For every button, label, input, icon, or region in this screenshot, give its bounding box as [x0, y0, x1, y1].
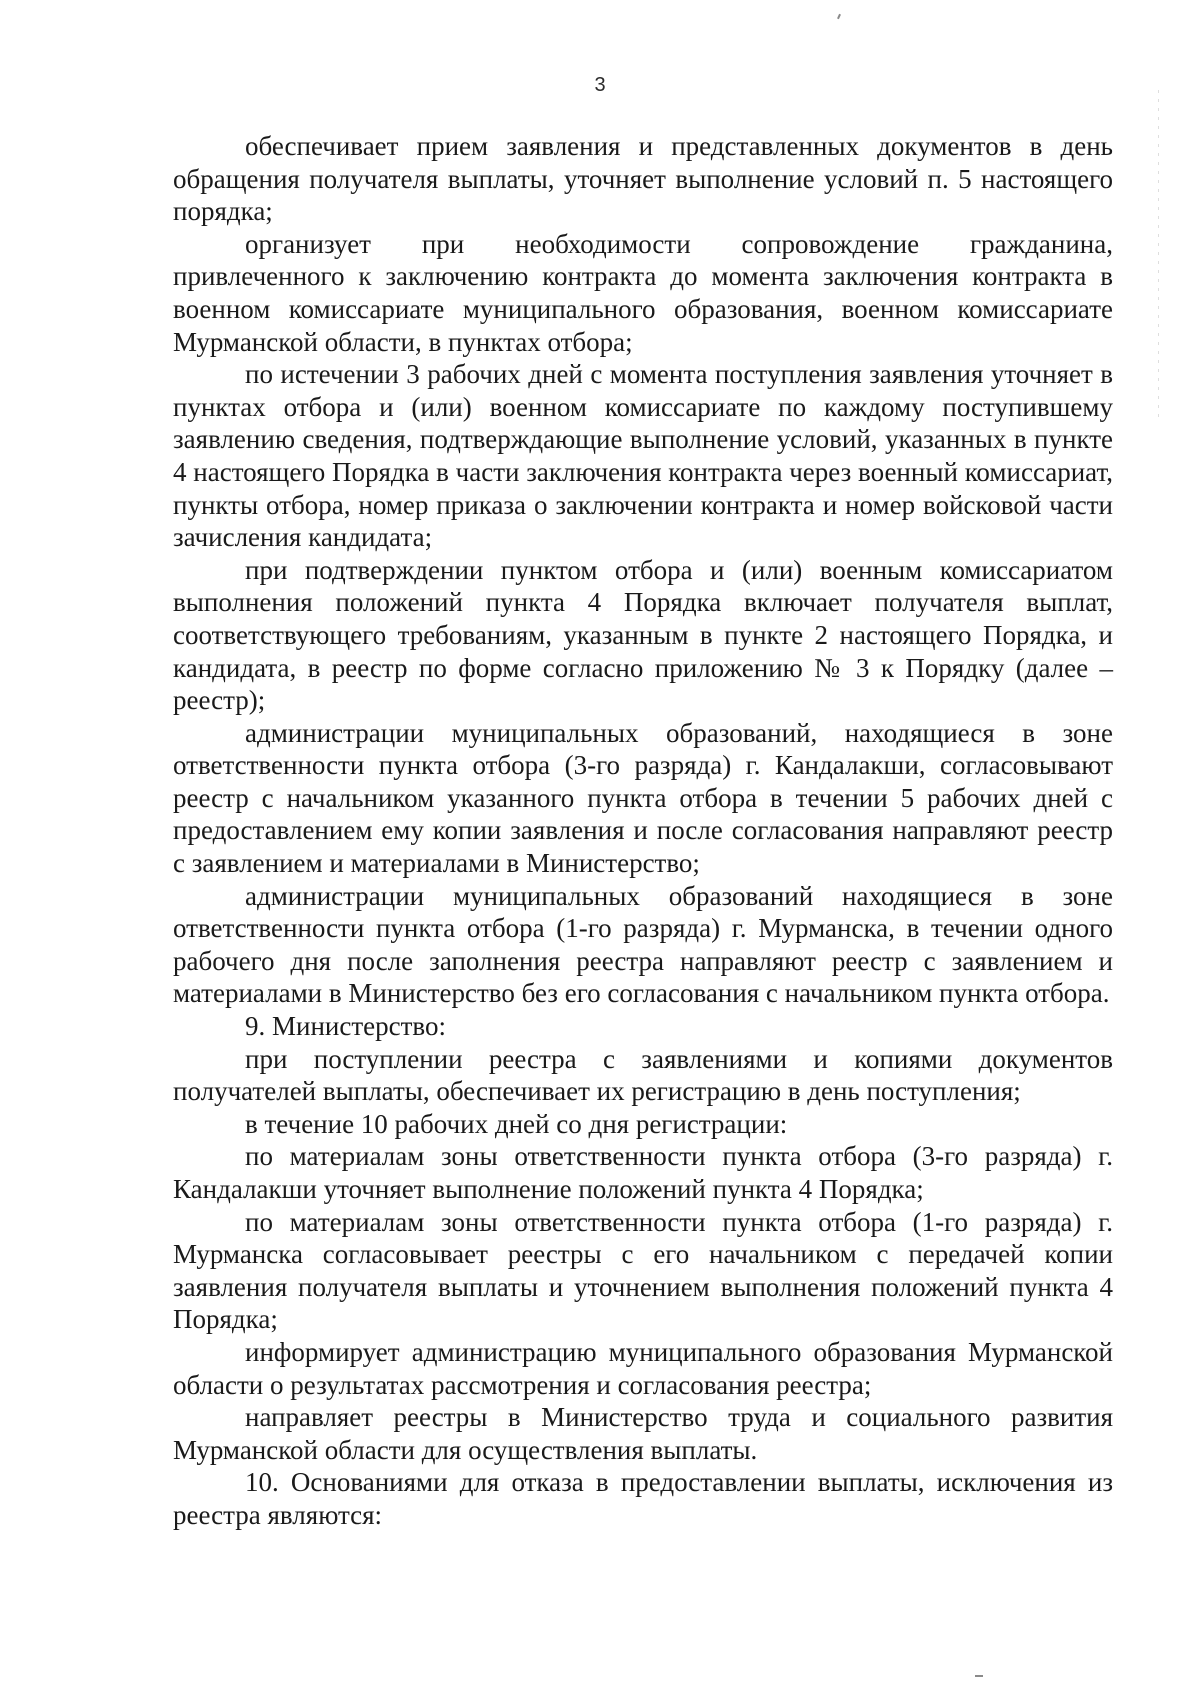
page-number: 3 [594, 74, 606, 96]
paragraph: в течение 10 рабочих дней со дня регистрации: [245, 1108, 788, 1139]
paragraph: обеспечивает прием заявления и представленных документов в день обращения получателя выплаты, уточняет выполнение условий п. 5 настоящего порядка; [173, 131, 1113, 227]
scan-edge-artifact [1158, 90, 1159, 420]
paragraph: организует при необходимости сопровождение гражданина, привлеченного к заключению контракта до момента заключения контракта в военном комиссариате муниципального образования, военном комиссариате Мурманской области, в пунктах отбора; [173, 228, 1113, 357]
section-heading-10: 10. Основаниями для отказа в предоставлении выплаты, исключения из реестра являются: [173, 1467, 1113, 1530]
scan-speck [837, 14, 841, 19]
paragraph: при подтверждении пунктом отбора и (или) военным комиссариатом выполнения положений пункта 4 Порядка включает получателя выплат, соответствующего требованиям, указанным в пункте 2 настоящего Порядка, и кандидата, в реестр по форме согласно приложению № 3 к Порядку (далее – реестр); [173, 554, 1113, 716]
paragraph: администрации муниципальных образований находящиеся в зоне ответственности пункта отбора (1-го разряда) г. Мурманска, в течении одного рабочего дня после заполнения реестра направляют реестр с заявлением и материалами в Министерство без его согласования с начальником пункта отбора. [173, 880, 1113, 1009]
paragraph: администрации муниципальных образований, находящиеся в зоне ответственности пункта отбора (3-го разряда) г. Кандалакши, согласовывают реестр с начальником указанного пункта отбора в течении 5 рабочих дней с предоставлением ему копии заявления и после согласования направляют реестр с заявлением и материалами в Министерство; [173, 717, 1113, 879]
document-body [173, 130, 1113, 1532]
paragraph: информирует администрацию муниципального образования Мурманской области о результатах рассмотрения и согласования реестра; [173, 1336, 1113, 1400]
scan-speck [975, 1675, 983, 1677]
section-heading-9: 9. Министерство: [245, 1011, 446, 1042]
paragraph: по материалам зоны ответственности пункта отбора (1-го разряда) г. Мурманска согласовывает реестры с его начальником с передачей копии заявления получателя выплаты и уточнением выполнения положений пункта 4 Порядка; [173, 1206, 1113, 1335]
paragraph: при поступлении реестра с заявлениями и копиями документов получателей выплаты, обеспечивает их регистрацию в день поступления; [173, 1043, 1113, 1107]
paragraph: по материалам зоны ответственности пункта отбора (3-го разряда) г. Кандалакши уточняет выполнение положений пункта 4 Порядка; [173, 1141, 1113, 1204]
paragraph: по истечении 3 рабочих дней с момента поступления заявления уточняет в пунктах отбора и (или) военном комиссариате по каждому поступившему заявлению сведения, подтверждающие выполнение условий, указанных в пункте 4 настоящего Порядка в части заключения контракта через военный комиссариат, пункты отбора, номер приказа о заключении контракта и номер войсковой части зачисления кандидата; [173, 359, 1113, 553]
paragraph: направляет реестры в Министерство труда и социального развития Мурманской области для осуществления выплаты. [173, 1402, 1113, 1465]
